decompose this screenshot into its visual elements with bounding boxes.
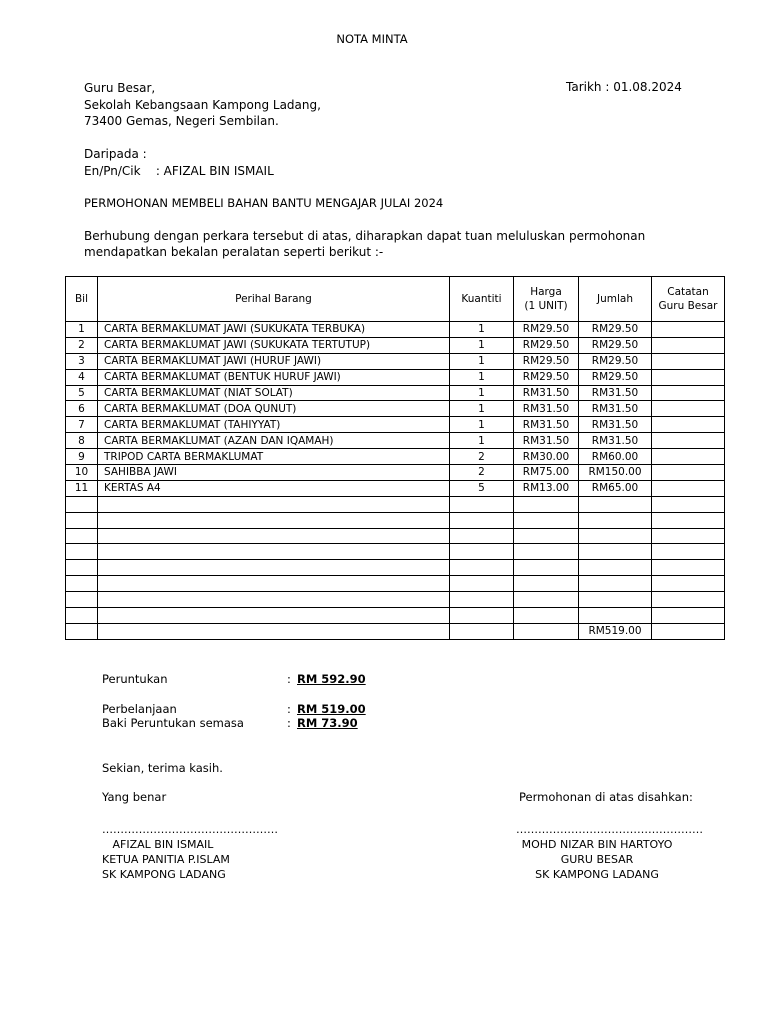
header-total: Jumlah [579, 277, 652, 322]
balance-colon: : [287, 716, 291, 730]
cell-price [514, 496, 579, 512]
cell-qty: 5 [450, 480, 514, 496]
sender-label: Daripada : [84, 147, 147, 161]
cell-bil [66, 592, 98, 608]
cell-total: RM31.50 [579, 417, 652, 433]
cell-total: RM29.50 [579, 369, 652, 385]
cell-item [98, 592, 450, 608]
cell-item: KERTAS A4 [98, 480, 450, 496]
cell-note [652, 417, 725, 433]
recipient-line-1: Guru Besar, [84, 81, 156, 95]
cell-price: RM75.00 [514, 465, 579, 481]
signature-right-school: SK KAMPONG LADANG [535, 868, 659, 881]
cell-item: CARTA BERMAKLUMAT (AZAN DAN IQAMAH) [98, 433, 450, 449]
cell-qty: 1 [450, 385, 514, 401]
cell-bil: 4 [66, 369, 98, 385]
cell-note [652, 385, 725, 401]
cell-item: CARTA BERMAKLUMAT (TAHIYYAT) [98, 417, 450, 433]
header-price-line-1: Harga [530, 286, 562, 298]
cell-price [514, 512, 579, 528]
cell-bil: 5 [66, 385, 98, 401]
cell-bil: 3 [66, 353, 98, 369]
body-line-2: mendapatkan bekalan peralatan seperti berikut :- [84, 245, 384, 259]
cell-item [98, 512, 450, 528]
closing-sincerely: Yang benar [102, 790, 167, 804]
cell-bil [66, 560, 98, 576]
table-row [66, 528, 725, 544]
cell-item: CARTA BERMAKLUMAT JAWI (SUKUKATA TERBUKA) [98, 322, 450, 338]
table-row [66, 592, 725, 608]
table-body [66, 322, 725, 640]
cell-qty: 2 [450, 465, 514, 481]
allocation-label: Peruntukan [102, 672, 168, 686]
cell-item: SAHIBBA JAWI [98, 465, 450, 481]
cell-bil [66, 496, 98, 512]
cell-bil: 6 [66, 401, 98, 417]
cell-qty [450, 512, 514, 528]
cell-note [652, 544, 725, 560]
table-row [66, 322, 725, 338]
cell-total [579, 592, 652, 608]
cell-note [652, 337, 725, 353]
cell-total: RM31.50 [579, 433, 652, 449]
cell-item [98, 544, 450, 560]
document-title: NOTA MINTA [336, 32, 408, 46]
cell-note [652, 465, 725, 481]
balance-label: Baki Peruntukan semasa [102, 716, 244, 730]
header-note-line-1: Catatan [667, 286, 709, 298]
cell-note [652, 528, 725, 544]
cell-bil [66, 544, 98, 560]
cell-bil [66, 512, 98, 528]
cell-bil: 8 [66, 433, 98, 449]
cell-qty: 1 [450, 369, 514, 385]
cell-qty [450, 496, 514, 512]
table-row [66, 465, 725, 481]
cell-price [514, 528, 579, 544]
cell-price: RM29.50 [514, 337, 579, 353]
table-row [66, 608, 725, 624]
cell-bil [66, 576, 98, 592]
cell-bil [66, 608, 98, 624]
cell-qty: 1 [450, 337, 514, 353]
table-row [66, 417, 725, 433]
cell-qty [450, 560, 514, 576]
cell-note [652, 433, 725, 449]
signature-left-name: AFIZAL BIN ISMAIL [102, 838, 214, 851]
cell-total [579, 496, 652, 512]
cell-total: RM31.50 [579, 385, 652, 401]
allocation-value: RM 592.90 [297, 672, 366, 686]
approval-label: Permohonan di atas disahkan: [519, 790, 693, 804]
spending-label: Perbelanjaan [102, 702, 177, 716]
cell-item: CARTA BERMAKLUMAT JAWI (HURUF JAWI) [98, 353, 450, 369]
cell-item [98, 576, 450, 592]
header-note-line-2: Guru Besar [658, 300, 718, 312]
cell-bil [66, 528, 98, 544]
cell-total: RM29.50 [579, 353, 652, 369]
header-price-line-2: (1 UNIT) [524, 300, 568, 312]
cell-price: RM31.50 [514, 385, 579, 401]
cell-total: RM150.00 [579, 465, 652, 481]
table-row [66, 353, 725, 369]
table-row [66, 576, 725, 592]
recipient-line-3: 73400 Gemas, Negeri Sembilan. [84, 114, 279, 128]
cell-note [652, 369, 725, 385]
cell-qty: 1 [450, 401, 514, 417]
cell-note [652, 496, 725, 512]
cell-price [514, 608, 579, 624]
cell-total [579, 608, 652, 624]
cell-note [652, 480, 725, 496]
cell-item: CARTA BERMAKLUMAT (NIAT SOLAT) [98, 385, 450, 401]
spending-colon: : [287, 702, 291, 716]
cell-qty [450, 608, 514, 624]
cell-note [652, 449, 725, 465]
cell-item [98, 608, 450, 624]
signature-left-position: KETUA PANITIA P.ISLAM [102, 853, 230, 866]
header-note [652, 277, 725, 322]
cell-note [652, 608, 725, 624]
cell-qty: 1 [450, 353, 514, 369]
cell-qty: 1 [450, 433, 514, 449]
table-row [66, 337, 725, 353]
cell-note [652, 592, 725, 608]
cell-note [652, 401, 725, 417]
cell-price: RM31.50 [514, 433, 579, 449]
cell-price: RM13.00 [514, 480, 579, 496]
header-item: Perihal Barang [98, 277, 450, 322]
cell-total: RM60.00 [579, 449, 652, 465]
cell-item [98, 496, 450, 512]
cell-note [652, 322, 725, 338]
cell-price [514, 623, 579, 639]
cell-item: CARTA BERMAKLUMAT (BENTUK HURUF JAWI) [98, 369, 450, 385]
cell-note [652, 353, 725, 369]
table-row [66, 512, 725, 528]
items-table [65, 276, 725, 640]
sender-block [84, 146, 274, 179]
cell-price: RM29.50 [514, 369, 579, 385]
cell-note [652, 560, 725, 576]
cell-total: RM31.50 [579, 401, 652, 417]
cell-price: RM29.50 [514, 353, 579, 369]
cell-bil: 7 [66, 417, 98, 433]
cell-item [98, 560, 450, 576]
cell-item: CARTA BERMAKLUMAT JAWI (SUKUKATA TERTUTUP) [98, 337, 450, 353]
body-line-1: Berhubung dengan perkara tersebut di atas, diharapkan dapat tuan meluluskan permohonan [84, 229, 646, 243]
cell-qty [450, 576, 514, 592]
signature-right-position: GURU BESAR [560, 853, 634, 866]
cell-note [652, 623, 725, 639]
cell-bil: 9 [66, 449, 98, 465]
cell-bil: 10 [66, 465, 98, 481]
table-row [66, 480, 725, 496]
cell-qty: 2 [450, 449, 514, 465]
header-bil: Bil [66, 277, 98, 322]
cell-price [514, 544, 579, 560]
cell-total [579, 576, 652, 592]
cell-qty [450, 528, 514, 544]
cell-total [579, 528, 652, 544]
cell-note [652, 576, 725, 592]
closing-thanks: Sekian, terima kasih. [102, 761, 223, 775]
cell-price [514, 592, 579, 608]
header-price [514, 277, 579, 322]
allocation-colon: : [287, 672, 291, 686]
recipient-address [84, 80, 321, 130]
cell-price: RM31.50 [514, 401, 579, 417]
spending-value: RM 519.00 [297, 702, 366, 716]
table-row [66, 369, 725, 385]
cell-item: TRIPOD CARTA BERMAKLUMAT [98, 449, 450, 465]
date-label: Tarikh : 01.08.2024 [566, 80, 682, 94]
cell-qty [450, 592, 514, 608]
signature-right [516, 822, 703, 882]
signature-left-dots: ………………………………………… [102, 823, 278, 836]
cell-qty: 1 [450, 322, 514, 338]
cell-price: RM31.50 [514, 417, 579, 433]
cell-total: RM29.50 [579, 322, 652, 338]
header-qty: Kuantiti [450, 277, 514, 322]
cell-total: RM29.50 [579, 337, 652, 353]
cell-total [579, 512, 652, 528]
cell-item [98, 528, 450, 544]
cell-total [579, 544, 652, 560]
cell-item: CARTA BERMAKLUMAT (DOA QUNUT) [98, 401, 450, 417]
cell-qty: 1 [450, 417, 514, 433]
balance-value: RM 73.90 [297, 716, 358, 730]
cell-price [514, 560, 579, 576]
subject-line: PERMOHONAN MEMBELI BAHAN BANTU MENGAJAR JULAI 2024 [84, 196, 444, 210]
table-row [66, 433, 725, 449]
signature-left-school: SK KAMPONG LADANG [102, 868, 226, 881]
signature-left [102, 822, 278, 882]
cell-bil [66, 623, 98, 639]
table-row [66, 623, 725, 639]
table-row [66, 385, 725, 401]
table-header-row [66, 277, 725, 322]
cell-note [652, 512, 725, 528]
table-row [66, 560, 725, 576]
table-row [66, 449, 725, 465]
cell-price: RM29.50 [514, 322, 579, 338]
cell-total: RM519.00 [579, 623, 652, 639]
sender-name: En/Pn/Cik : AFIZAL BIN ISMAIL [84, 163, 274, 178]
table-row [66, 401, 725, 417]
cell-item [98, 623, 450, 639]
cell-qty [450, 623, 514, 639]
cell-qty [450, 544, 514, 560]
signature-right-dots: …………………………………………… [516, 823, 703, 836]
cell-bil: 1 [66, 322, 98, 338]
signature-right-name: MOHD NIZAR BIN HARTOYO [521, 838, 673, 851]
cell-total [579, 560, 652, 576]
cell-price [514, 576, 579, 592]
recipient-line-2: Sekolah Kebangsaan Kampong Ladang, [84, 97, 321, 112]
cell-bil: 2 [66, 337, 98, 353]
table-row [66, 496, 725, 512]
cell-bil: 11 [66, 480, 98, 496]
cell-price: RM30.00 [514, 449, 579, 465]
body-paragraph [84, 228, 645, 260]
cell-total: RM65.00 [579, 480, 652, 496]
table-row [66, 544, 725, 560]
